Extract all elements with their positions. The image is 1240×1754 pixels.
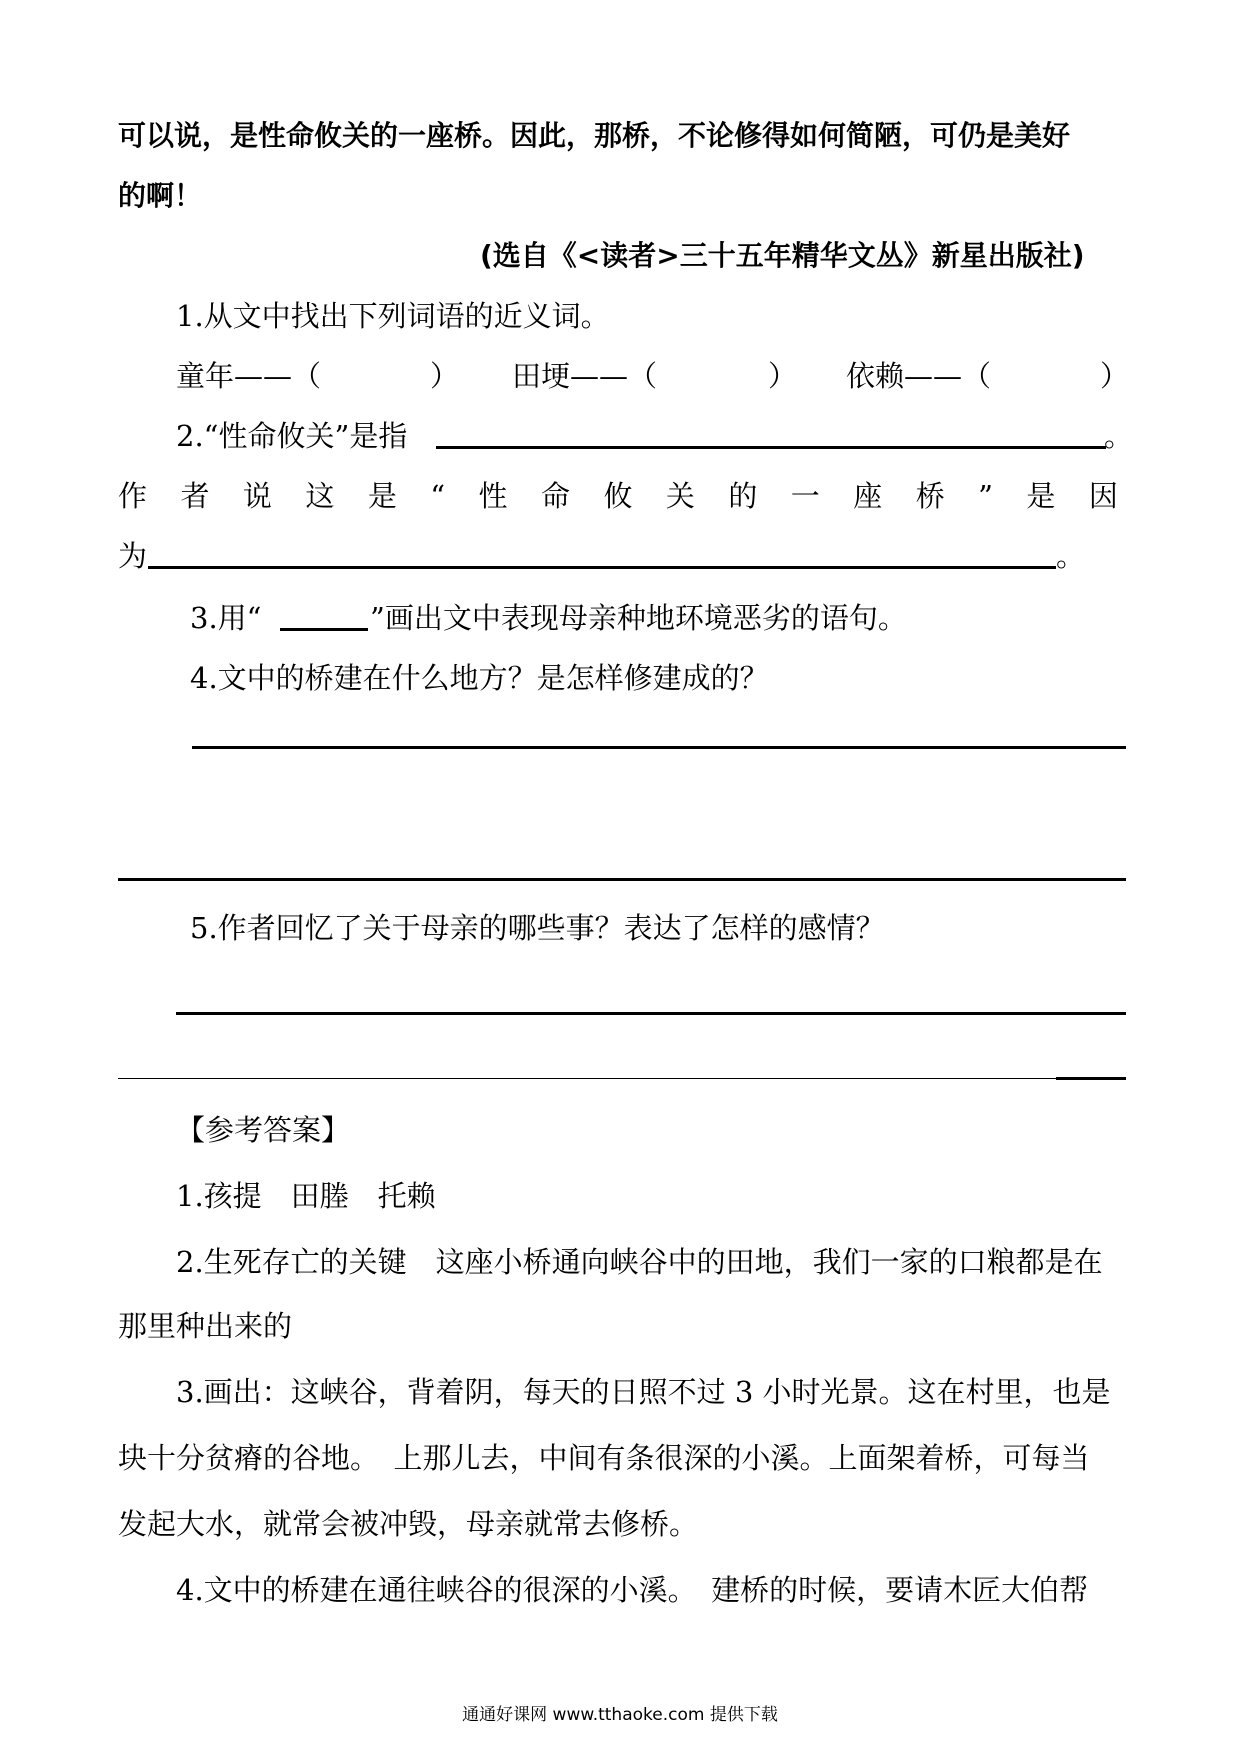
q2-char: 因 — [1088, 479, 1118, 513]
answer-4-line-1: 4.文中的桥建在通往峡谷的很深的小溪。 建桥的时候，要请木匠大伯帮 — [176, 1573, 1089, 1607]
q2-char: 桥 — [915, 479, 945, 513]
answer-2-line-1: 2.生死存亡的关键 这座小桥通向峡谷中的田地，我们一家的口粮都是在 — [176, 1245, 1103, 1279]
q4-answer-line-2 — [118, 878, 1126, 881]
q5-answer-line-1 — [176, 1012, 1126, 1015]
q2-line-3-start: 为 — [118, 539, 148, 573]
answer-3-line-1: 3.画出：这峡谷，背着阴，每天的日照不过 3 小时光景。这在村里，也是 — [176, 1375, 1111, 1409]
q2-char: 命 — [540, 479, 570, 513]
question-2-prompt: 2.“性命攸关”是指 — [176, 419, 408, 453]
answer-3-line-2: 块十分贫瘠的谷地。 上那儿去，中间有条很深的小溪。上面架着桥，可每当 — [118, 1441, 1090, 1475]
q4-answer-line-1 — [192, 746, 1126, 749]
passage-source: (选自《<读者>三十五年精华文丛》新星出版社) — [480, 239, 1085, 272]
q5-answer-line-2-end — [1056, 1077, 1126, 1080]
answer-1: 1.孩提 田塍 托赖 — [176, 1179, 436, 1213]
q2-char: 性 — [478, 479, 508, 513]
q3-underline-sample — [280, 628, 368, 631]
q2-char: 关 — [665, 479, 695, 513]
q2-char: 攸 — [603, 479, 633, 513]
q2-answer-line-1 — [436, 446, 1106, 449]
q2-char: 说 — [242, 479, 272, 513]
q2-char: ” — [978, 479, 993, 513]
q2-char: 一 — [790, 479, 820, 513]
q1-item-2-close: ） — [768, 359, 798, 393]
page-footer: 通通好课网 www.tthaoke.com 提供下载 — [462, 1705, 778, 1725]
q2-char: 作 — [118, 479, 148, 513]
q2-char: 这 — [305, 479, 335, 513]
answer-3-line-3: 发起大水，就常会被冲毁，母亲就常去修桥。 — [118, 1507, 699, 1541]
q1-item-3-open: 依赖——（ — [846, 359, 992, 393]
q1-item-2-open: 田埂——（ — [512, 359, 658, 393]
q2-line-2 — [118, 476, 1118, 516]
q2-char: “ — [430, 479, 446, 513]
question-5-prompt: 5.作者回忆了关于母亲的哪些事？表达了怎样的感情？ — [190, 911, 885, 945]
q2-char: 者 — [180, 479, 210, 513]
question-3-before: 3.用“ — [190, 601, 262, 635]
q1-item-1-close: ） — [430, 359, 460, 393]
answers-heading: 【参考答案】 — [176, 1113, 351, 1147]
q1-item-3-close: ） — [1100, 359, 1130, 393]
q2-char: 是 — [1026, 479, 1056, 513]
passage-line-1: 可以说，是性命攸关的一座桥。因此，那桥，不论修得如何简陋，可仍是美好 — [118, 119, 1071, 152]
q1-item-1-open: 童年——（ — [176, 359, 322, 393]
q2-char: 的 — [728, 479, 758, 513]
q2-char: 座 — [853, 479, 883, 513]
question-3-after: ”画出文中表现母亲种地环境恶劣的语句。 — [370, 601, 907, 635]
q2-answer-line-2 — [148, 566, 1056, 569]
q2-period-2: 。 — [1056, 539, 1086, 573]
passage-line-2: 的啊！ — [118, 179, 203, 212]
answer-2-line-2: 那里种出来的 — [118, 1309, 293, 1343]
question-4-prompt: 4.文中的桥建在什么地方？是怎样修建成的？ — [190, 661, 769, 695]
q2-char: 是 — [367, 479, 397, 513]
q5-answer-line-2 — [118, 1078, 1056, 1079]
q2-period-1: 。 — [1104, 419, 1134, 453]
question-1-prompt: 1.从文中找出下列词语的近义词。 — [176, 299, 610, 333]
